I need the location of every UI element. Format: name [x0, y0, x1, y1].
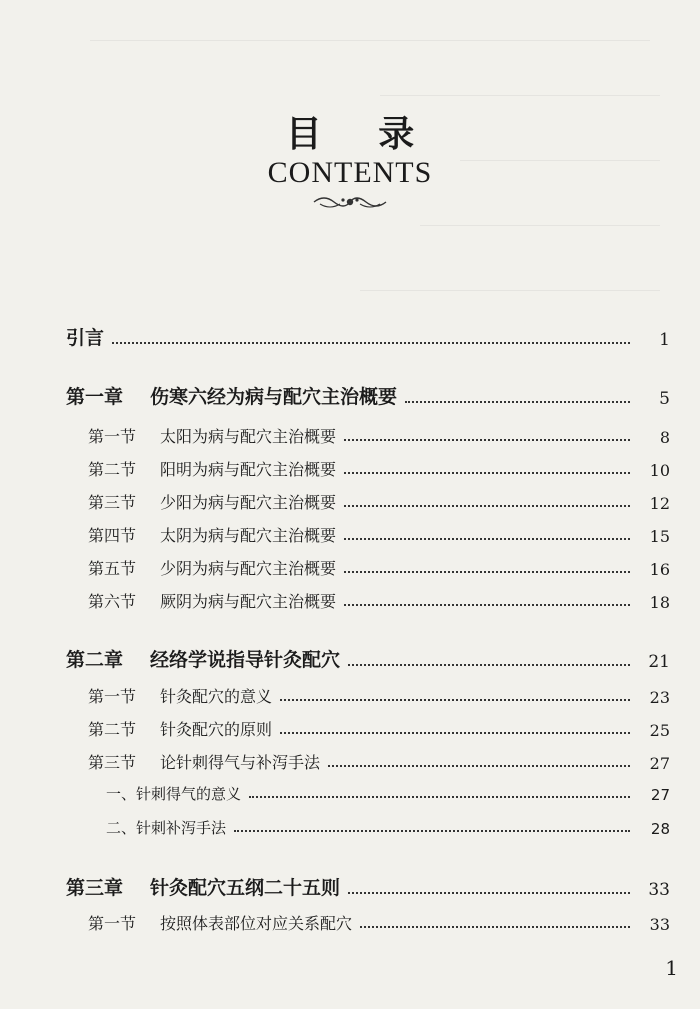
toc-chapter-1[interactable]	[0, 382, 700, 409]
section-page: 10	[649, 461, 670, 480]
page-title: 目 录	[285, 113, 437, 155]
subsection-page: 27	[650, 786, 670, 804]
flourish-ornament-icon	[310, 194, 390, 210]
section-page: 27	[649, 754, 670, 773]
section-title: 阳明为病与配穴主治概要	[160, 460, 337, 479]
show-through-line	[420, 225, 660, 226]
section-label: 第六节	[88, 592, 137, 611]
chapter-title: 针灸配穴五纲二十五则	[150, 877, 341, 899]
page-number: 1	[665, 956, 678, 980]
dot-leader	[234, 829, 630, 832]
section-page: 15	[649, 527, 670, 546]
section-page: 12	[649, 494, 670, 513]
dot-leader	[344, 438, 630, 441]
section-title: 针灸配穴的原则	[160, 720, 273, 739]
dot-leader	[280, 731, 630, 734]
toc-intro[interactable]	[0, 323, 700, 350]
dot-leader	[344, 504, 630, 507]
section-page: 18	[649, 593, 670, 612]
section-label: 第一节	[88, 687, 137, 706]
toc-section[interactable]	[0, 684, 700, 707]
toc-section[interactable]	[0, 523, 700, 546]
dot-leader	[360, 925, 630, 928]
section-label: 第三节	[88, 493, 137, 512]
toc-section[interactable]	[0, 457, 700, 480]
toc-section[interactable]	[0, 424, 700, 447]
dot-leader	[348, 663, 630, 666]
section-page: 33	[649, 915, 670, 934]
section-label: 第四节	[88, 526, 137, 545]
section-page: 8	[659, 428, 670, 447]
toc-subsection[interactable]	[0, 817, 700, 838]
toc-section[interactable]	[0, 589, 700, 612]
chapter-title: 伤寒六经为病与配穴主治概要	[150, 386, 398, 408]
section-title: 针灸配穴的意义	[160, 687, 273, 706]
toc-section[interactable]	[0, 911, 700, 934]
dot-leader	[405, 400, 630, 403]
toc-section[interactable]	[0, 490, 700, 513]
section-label: 第一节	[88, 427, 137, 446]
dot-leader	[344, 471, 630, 474]
section-label: 第二节	[88, 720, 137, 739]
dot-leader	[280, 698, 630, 701]
toc-header	[0, 114, 700, 214]
chapter-page: 5	[659, 389, 670, 409]
dot-leader	[344, 537, 630, 540]
subsection-page: 28	[650, 820, 670, 838]
dot-leader	[344, 570, 630, 573]
section-label: 第二节	[88, 460, 137, 479]
section-title: 按照体表部位对应关系配穴	[160, 914, 353, 933]
intro-label: 引言	[66, 327, 105, 349]
section-page: 16	[649, 560, 670, 579]
toc-chapter-3[interactable]	[0, 873, 700, 900]
subsection-title: 二、针刺补泻手法	[106, 819, 227, 837]
dot-leader	[348, 891, 630, 894]
section-title: 论针刺得气与补泻手法	[160, 753, 321, 772]
toc-subsection[interactable]	[0, 783, 700, 804]
page-subtitle: CONTENTS	[267, 156, 433, 189]
chapter-label: 第二章	[66, 649, 124, 671]
toc-section[interactable]	[0, 717, 700, 740]
toc-chapter-2[interactable]	[0, 645, 700, 672]
chapter-page: 21	[648, 652, 670, 672]
dot-leader	[249, 795, 630, 798]
section-title: 太阳为病与配穴主治概要	[160, 427, 337, 446]
show-through-line	[90, 40, 650, 41]
chapter-page: 33	[648, 880, 670, 900]
chapter-title: 经络学说指导针灸配穴	[150, 649, 341, 671]
chapter-label: 第一章	[66, 386, 124, 408]
chapter-label: 第三章	[66, 877, 124, 899]
dot-leader	[328, 764, 630, 767]
section-title: 厥阴为病与配穴主治概要	[160, 592, 337, 611]
subsection-title: 一、针刺得气的意义	[106, 785, 242, 803]
dot-leader	[344, 603, 630, 606]
toc-section[interactable]	[0, 556, 700, 579]
section-label: 第一节	[88, 914, 137, 933]
section-label: 第三节	[88, 753, 137, 772]
show-through-line	[360, 290, 660, 291]
section-label: 第五节	[88, 559, 137, 578]
section-title: 少阴为病与配穴主治概要	[160, 559, 337, 578]
dot-leader	[112, 341, 630, 344]
section-title: 少阳为病与配穴主治概要	[160, 493, 337, 512]
show-through-line	[380, 95, 660, 96]
toc-section[interactable]	[0, 750, 700, 773]
section-page: 23	[649, 688, 670, 707]
section-page: 25	[649, 721, 670, 740]
intro-page: 1	[659, 330, 670, 350]
section-title: 太阴为病与配穴主治概要	[160, 526, 337, 545]
